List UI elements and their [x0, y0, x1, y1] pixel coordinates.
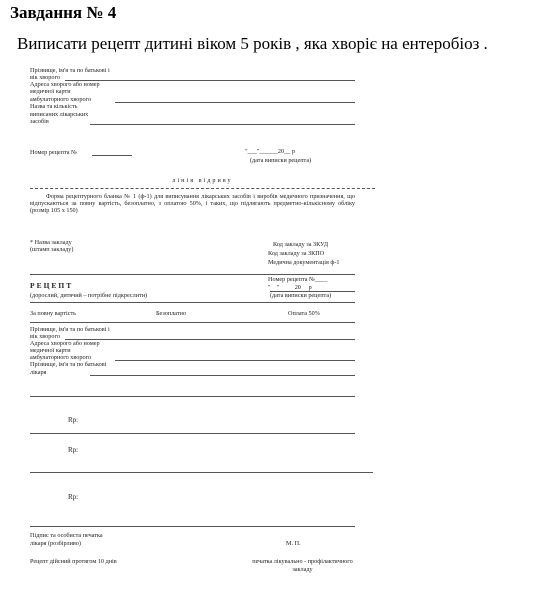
stub-drugs-line: [90, 124, 355, 125]
recipe-heading: РЕЦЕПТ: [30, 281, 74, 290]
prescription-form: [30, 66, 375, 581]
rp-line-3: [30, 526, 355, 527]
rx-date-caption: (дата виписки рецепта): [270, 292, 332, 299]
recipe-line: [30, 302, 355, 303]
doctor-label-2: лікаря: [30, 369, 47, 376]
patient-label-2: вік хворого: [30, 333, 60, 340]
address-label-1: Адреса хворого або номер: [30, 340, 100, 347]
patient-line: [65, 339, 355, 340]
task-title: Завдання № 4: [10, 3, 117, 22]
rx-date: " " 20 р: [268, 284, 312, 291]
stub-date: "___"______20__ р: [245, 148, 295, 155]
code-zkud: Код закладу за ЗКУД: [273, 241, 329, 248]
address-label-3: амбулаторного хворого: [30, 354, 92, 361]
rx-number: Номер рецепта №____: [268, 276, 328, 283]
rp-label-1: Rp:: [68, 416, 79, 424]
form-intro: Форма рецептурного бланка № 1 (ф-1) для виписування лікарських засобів і виробів медичного призначення, що відпускаються за повну вартість, безоплатно, з оплатою 50%, і таких, що підлягають предметно-кількісному обліку (розмір 105 х 150): [30, 193, 355, 215]
cut-line: [30, 188, 375, 189]
full-price-option: За повну вартість: [30, 310, 76, 317]
institution-line: [30, 274, 355, 275]
doctor-line: [90, 375, 355, 376]
free-option: Безоплатно: [156, 310, 186, 317]
blank-line-1: [30, 396, 355, 397]
stub-drugs-label-2: виписаних лікарських: [30, 111, 89, 118]
address-label-2: медичної карти: [30, 347, 71, 354]
stub-address-label-2: медичної карти: [30, 88, 71, 95]
stub-patient-name-label-1: Прізвище, ім'я та по батькові і: [30, 67, 110, 74]
stamp-label-1: печатка лікувально - профілактичного: [252, 558, 353, 565]
stub-address-label-3: амбулаторного хворого: [30, 96, 92, 103]
task-text: Виписати рецепт дитині віком 5 років , яка хворіє на ентеробіоз .: [17, 34, 488, 53]
stamp-label-2: закладу: [292, 566, 313, 573]
rp-line-1: [30, 433, 355, 434]
signature-label-1: Підпис та особиста печатка: [30, 532, 103, 539]
stub-drugs-label-3: засобів: [30, 118, 49, 125]
signature-label-2: лікаря (розбірливо): [30, 540, 81, 547]
stub-date-caption: (дата виписки рецепта): [250, 157, 312, 164]
stub-rx-number: Номер рецепта №: [30, 149, 77, 156]
cut-line-label: лінія відриву: [172, 177, 233, 184]
med-doc: Медична документація ф-1: [268, 259, 340, 266]
stub-patient-line: [65, 80, 355, 81]
stub-drugs-label-1: Назва та кількість: [30, 103, 78, 110]
validity: Рецепт дійсний протягом 10 днів: [30, 558, 117, 565]
rp-label-2: Rp:: [68, 446, 79, 454]
stub-address-label-1: Адреса хворого або номер: [30, 81, 100, 88]
half-price-option: Оплата 50%: [288, 310, 320, 317]
stub-rx-number-line: [92, 155, 132, 156]
stub-address-line: [115, 102, 355, 103]
patient-label-1: Прізвище, ім'я та по батькові і: [30, 326, 110, 333]
code-zkpo: Код закладу за ЗКПО: [268, 250, 325, 257]
recipe-type: (дорослий, дитячий – потрібне підкреслити): [30, 292, 148, 299]
institution-label-2: (штамп закладу): [30, 246, 74, 253]
doctor-label-1: Прізвище, ім'я та по батькові: [30, 361, 107, 368]
stub-patient-name-label-2: вік хворого: [30, 74, 60, 81]
rp-label-3: Rp:: [68, 493, 79, 501]
address-line: [115, 360, 355, 361]
institution-label-1: * Назва закладу: [30, 239, 72, 246]
mp-label: М. П.: [286, 540, 301, 547]
payment-line: [30, 322, 355, 323]
rp-line-2: [30, 472, 373, 473]
